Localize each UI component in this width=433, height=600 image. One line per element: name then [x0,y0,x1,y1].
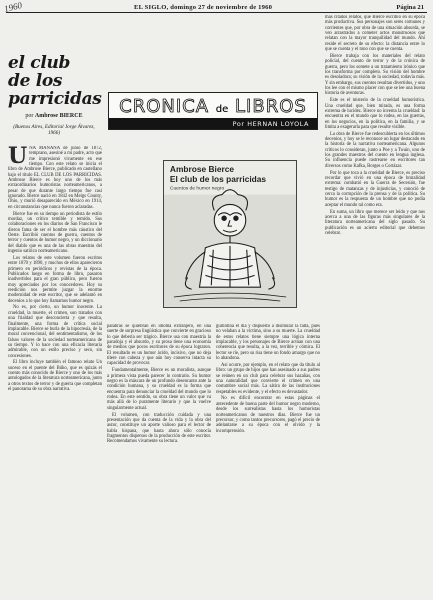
handwritten-year-mark: 1960 [3,0,23,15]
publication-info: (Buenos Aires, Editorial Jorge Álvarez, 1966) [13,124,95,137]
paragraph: Bierce fue en su tiempo un periodista de estilo mordaz, un crítico temible y temido. Sus colaboraciones en los diarios de San Francisco le dieron fama de ser el hombre más cáustico del Oeste. Escribió cuentos de guerra, cuentos de terror y cuentos de humor negro, y un diccionario del diablo que es una de las obras maestras del ingenio satírico norteamericano. [8,211,102,255]
paragraph [8,146,102,210]
cover-subtitle: Cuentos de humor negro [169,186,225,192]
banner-title [113,96,313,117]
running-head [134,4,272,11]
article-column-4 [325,15,425,592]
banner-title-libros: LIBROS [235,96,307,117]
byline [8,113,100,119]
page-number: Página 21 [396,4,424,11]
author-name: Ambrose BIERCE [34,113,83,119]
paragraph: más citados relatos, que Bierce escribió en su época más productiva. Sus personajes son seres comunes y corrientes que, por obra de una situación absurda, se ven arrastrados a cometer actos monstruosos que relatan con la mayor tranquilidad del mundo. Ahí reside el secreto de su efecto: la distancia entre lo que se cuenta y el tono con que se cuenta. [325,15,425,53]
paragraph-text: NA MAÑANA de junio de 1872, temprano, asesiné a mi padre, acto que me impresionó vivamente en ese tiempo. Con este relato se inicia el libro de Ambrose Bierce, publicado en castellano bajo el título EL CLUB DE LOS PARRICIDAS. Ambrose Bierce es hoy uno de los más extraordinarios humoristas norteamericanos, a pesar de que durante largo tiempo fue casi ignorado. Bierce nació en 1842 en Meigs County, Ohio, y murió desaparecido en México en 1914, en circunstancias que nunca fueron aclaradas. [8,146,102,210]
paragraph: En suma, un libro que merece ser leído y que nos acerca a una de las figuras más singulares de la literatura norteamericana del siglo pasado. Su publicación es un acierto editorial que debemos celebrar. [325,209,425,236]
banner-strip [109,118,317,129]
cronica-de-libros-banner [108,92,318,130]
paragraph: Los relatos de este volumen fueron escritos entre 1870 y 1890, y muchos de ellos aparecieron primero en periódicos y revistas de la época. Publicados luego en forma de libro, pasaron inadvertidos para el gran público, pero fueron muy apreciados por los conocedores. Hoy su reedición nos permite juzgar la enorme modernidad de este escritor, que se adelantó en decenios a lo que hoy llamamos humor negro. [8,255,102,304]
paragraph: Por lo que toca a la crueldad de Bierce, es preciso recordar que vivió en una época de brutalidad extrema: combatió en la Guerra de Secesión, fue testigo de matanzas y de injusticias, y conoció de cerca la corrupción de la prensa y de la política. Su humor es la respuesta de un hombre que no podía aceptar el mundo tal como era. [325,170,425,208]
title-line: el club [8,53,71,73]
paragraph: palabras se quiebran en idioma extranjero, en una suerte de sorpresa lingüística que convierte en gracioso lo que debería ser trágico. Bierce usa con maestría la paradoja y el absurdo, y su prosa tiene una economía de medios que pocos escritores de su época lograron. El resultado es un humor ácido, incisivo, que no deja títere con cabeza y que aún hoy conserva intacta su capacidad de provocar. [107,324,211,367]
book-cover-image [163,160,297,308]
title-line: parricidas [8,89,102,109]
paragraph: No es difícil encontrar en estas páginas el antecedente de buena parte del humor negro moderno, desde los surrealistas hasta los humoristas norteamericanos de nuestros días. Bierce fue un precursor, y como tantos precursores, pagó el precio de adelantarse a su época con el olvido y la incomprensión. [216,396,320,434]
title-line: de los [8,71,63,91]
paragraph: El volumen, con traducción cuidada y una presentación que da cuenta de la vida y la obra del autor, constituye un aporte valioso para el lector de habla hispana, que hasta ahora sólo conocía fragmentos dispersos de la producción de este escritor. Recomendamos vivamente su lectura. [107,412,211,445]
columnist-name: Por HERNAN LOYOLA [232,120,309,128]
header-rule [6,12,427,13]
paragraph: Bierce trabaja con los materiales del relato policial, del cuento de terror y de la crónica de guerra, pero los somete a un tratamiento irónico que los transforma por completo. Su visión del hombre es desoladora; su visión de la sociedad, todavía más. Y sin embargo, sus cuentos resultan divertidos, y uno los lee con el mismo placer con que se lee una buena historia de aventuras. [325,53,425,97]
article-column-1 [8,146,102,592]
banner-title-de: de [215,104,229,115]
paragraph: Fundamentalmente, Bierce es un moralista, aunque a primera vista pueda parecer lo contrario. Su humor negro es la máscara de un profundo desencanto ante la condición humana, y su crueldad es la forma que encuentra para denunciar la crueldad del mundo que lo rodea. En este sentido, su obra tiene un valor que va más allá de lo puramente literario y que la vuelve singularmente actual. [107,368,211,411]
byline-prefix: por [25,113,34,119]
newspaper-name: EL SIGLO, [134,4,169,11]
paragraph: Este es el misterio de la crueldad humorística. Una crueldad que, bien mirada, es una forma extrema de lucidez. Bierce no inventa la crueldad: la encuentra en el mundo que lo rodea, en las guerras, en los negocios, en la política, en la familia, y se limita a exagerarla para que resulte visible. [325,98,425,130]
paragraph: Así ocurre, por ejemplo, en el relato que da título al libro: un grupo de hijos que han asesinado a sus padres se reúnen en un club para celebrar sus hazañas, con una naturalidad que convierte el crimen en una costumbre social más. La sátira de las instituciones respetables es evidente, y el efecto es devastador. [216,362,320,395]
article-column-2 [107,324,211,592]
cover-author: Ambrose Bierce [169,163,235,174]
article-title [8,53,102,109]
cover-title: El club de los parricidas [169,173,267,184]
drop-cap: U [8,146,28,169]
paragraph: El libro incluye también el famoso relato Un suceso en el puente del Búho, que es quizás el cuento más conocido de Bierce y uno de los más antologados de la literatura norteamericana, junto a otros textos de terror y de guerra que completan el panorama de su obra narrativa. [8,360,102,393]
issue-date: domingo 27 de noviembre de 1960 [170,4,273,11]
paragraph: guillotina el día y dispuesto a disimular la falta, pues no velaban a la víctima, sino a su muerte. La crueldad de estos relatos tiene siempre una lógica interna implacable, y los personajes de Bierce actúan con una coherencia que resulta, a la vez, terrible y cómica. El lector se ríe, pero su risa tiene un fondo amargo que no lo abandona. [216,324,320,362]
article-column-3 [216,324,320,592]
paragraph: No es, por cierto, un humor inocente. La crueldad, la muerte, el crimen, son tratados con una frialdad que desconcierta y que resulta, finalmente, una forma de crítica social implacable. Bierce se burla de la hipocresía, de la moral convencional, del sentimentalismo, de los falsos valores de la sociedad norteamericana de su tiempo. Y lo hace con una eficacia literaria admirable, con un estilo preciso y seco, sin concesiones. [8,305,102,359]
banner-title-cronica: CRONICA [119,96,210,117]
paragraph: La obra de Bierce fue redescubierta en los últimos decenios, y hoy se le reconoce un lugar destacado en la historia de la narrativa norteamericana. Algunos críticos lo consideran, junto a Poe y a Twain, uno de los grandes maestros del cuento en lengua inglesa. Su influencia puede rastrearse en escritores tan diversos como Kafka, Borges o Cortázar. [325,131,425,169]
